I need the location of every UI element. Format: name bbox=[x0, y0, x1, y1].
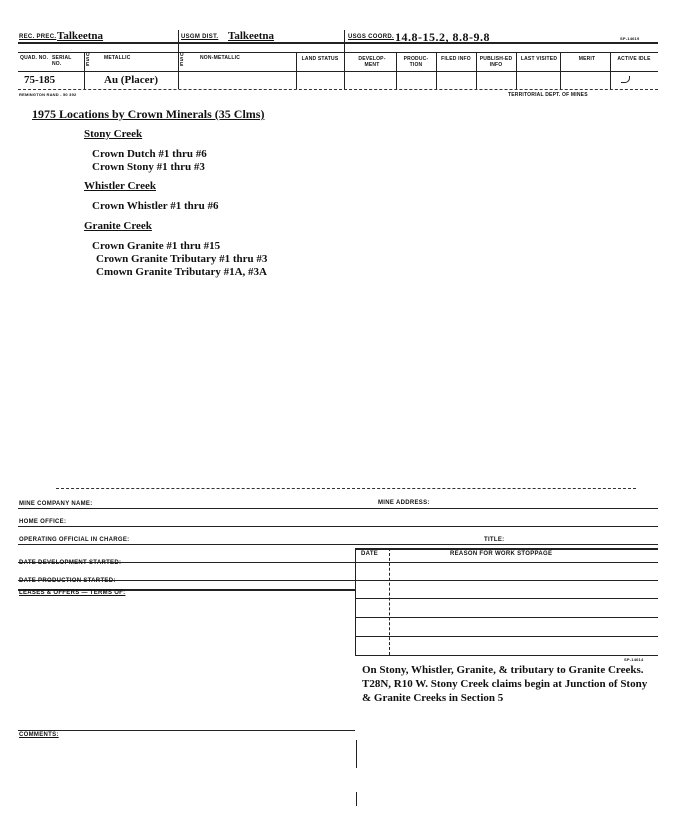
claim-line: Crown Dutch #1 thru #6 bbox=[92, 148, 207, 160]
department-name: TERRITORIAL DEPT. OF MINES bbox=[508, 92, 588, 98]
col-filed-info: FILED INFO bbox=[441, 56, 471, 62]
label-date-development-started: DATE DEVELOPMENT STARTED: bbox=[19, 560, 122, 566]
label-title: TITLE: bbox=[484, 537, 505, 543]
claim-line: Crown Stony #1 thru #3 bbox=[92, 161, 205, 173]
col-merit: MERIT bbox=[578, 56, 596, 62]
col-use-metallic: USE bbox=[86, 52, 90, 68]
serial-number: 75-185 bbox=[24, 74, 56, 86]
label-operating-official: OPERATING OFFICIAL IN CHARGE: bbox=[19, 537, 130, 543]
label-home-office: HOME OFFICE: bbox=[19, 519, 67, 525]
col-land-status: LAND STATUS bbox=[301, 56, 339, 62]
claim-line: Crown Whistler #1 thru #6 bbox=[92, 200, 219, 212]
col-last-visited: LAST VISITED bbox=[520, 56, 558, 62]
col-published-info: PUBLISH-ED INFO bbox=[479, 56, 513, 68]
rec-prec-label: REC. PREC. bbox=[19, 34, 57, 40]
col-quad-no: QUAD. NO. bbox=[20, 55, 49, 61]
col-date: DATE bbox=[361, 551, 379, 557]
notes-heading: 1975 Locations by Crown Minerals (35 Clms) bbox=[32, 107, 265, 121]
label-comments: COMMENTS: bbox=[19, 732, 59, 738]
col-non-metallic: NON-METALLIC bbox=[200, 55, 241, 61]
col-production: PRODUC-TION bbox=[403, 56, 429, 68]
col-metallic: METALLIC bbox=[104, 55, 131, 61]
printer-mark: REMINGTON RAND - 50 392 bbox=[19, 92, 77, 97]
label-mine-company-name: MINE COMPANY NAME: bbox=[19, 501, 93, 507]
col-use-nonmetallic: USE bbox=[180, 52, 184, 68]
rec-prec-value: Talkeetna bbox=[57, 30, 104, 42]
usgs-coord-value: 14.8-15.2, 8.8-9.8 bbox=[395, 30, 490, 44]
claim-line: Cmown Granite Tributary #1A, #3A bbox=[96, 266, 268, 278]
label-leases-offers: LEASES & OFFERS — TERMS OF: bbox=[19, 590, 126, 596]
location-description: On Stony, Whistler, Granite, & tributary to Granite Creeks. T28N, R10 W. Stony Creek claims begin at Junction of Stony & Granite Creeks in Section 5 bbox=[362, 664, 648, 704]
section-title-whistler: Whistler Creek bbox=[84, 180, 156, 192]
section-title-stony: Stony Creek bbox=[84, 128, 143, 140]
label-mine-address: MINE ADDRESS: bbox=[378, 500, 430, 506]
form-number-bottom: SP-14614 bbox=[624, 657, 644, 662]
col-active-idle: ACTIVE IDLE bbox=[617, 56, 651, 62]
col-serial-no: SERIAL NO. bbox=[52, 55, 72, 67]
section-title-granite: Granite Creek bbox=[84, 220, 152, 232]
commodity-metallic: Au (Placer) bbox=[104, 74, 159, 86]
usgs-dist-value: Talkeetna bbox=[228, 30, 275, 42]
claim-line: Crown Granite #1 thru #15 bbox=[92, 240, 221, 252]
active-check-mark-icon bbox=[621, 76, 630, 83]
usgs-dist-label: USGM DIST. bbox=[181, 34, 219, 40]
col-development: DEVELOP-MENT bbox=[358, 56, 386, 68]
col-reason-work-stoppage: REASON FOR WORK STOPPAGE bbox=[450, 551, 553, 557]
label-date-production-started: DATE PRODUCTION STARTED: bbox=[19, 578, 116, 584]
form-number-top: SP-14619 bbox=[620, 36, 640, 41]
claim-line: Crown Granite Tributary #1 thru #3 bbox=[96, 253, 268, 265]
usgs-coord-label: USGS COORD. bbox=[348, 34, 394, 40]
